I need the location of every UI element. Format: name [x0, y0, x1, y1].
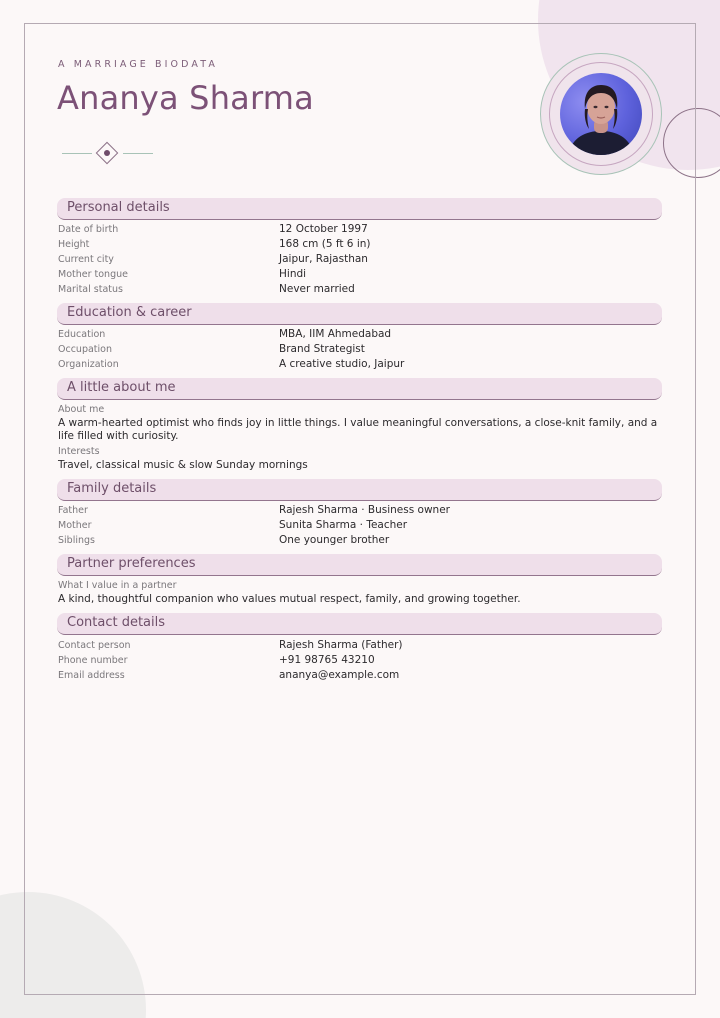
about-text: A warm-hearted optimist who finds joy in little things. I value meaningful conversations, a close-knit family, and a life filled with curiosity. [58, 417, 658, 442]
detail-value: A creative studio, Jaipur [279, 358, 405, 370]
detail-label: Organization [58, 359, 119, 370]
detail-row [58, 343, 668, 358]
detail-label: Father [58, 505, 88, 516]
detail-row [58, 669, 668, 684]
detail-label: Mother [58, 520, 92, 531]
detail-label: Email address [58, 670, 125, 681]
section-title: Family details [67, 481, 157, 496]
interests-label: Interests [58, 446, 100, 457]
detail-row [58, 238, 668, 253]
detail-label: Siblings [58, 535, 95, 546]
detail-value: Brand Strategist [279, 343, 365, 355]
detail-row [58, 358, 668, 373]
section-title: Partner preferences [67, 556, 196, 571]
detail-label: Phone number [58, 655, 128, 666]
section-header-personal [57, 198, 662, 220]
portrait-illustration [560, 73, 642, 155]
detail-label: Date of birth [58, 224, 119, 235]
detail-row [58, 283, 668, 298]
detail-row [58, 268, 668, 283]
about-label: About me [58, 404, 105, 415]
detail-label: Current city [58, 254, 114, 265]
detail-value: MBA, IIM Ahmedabad [279, 328, 392, 340]
detail-label: Mother tongue [58, 269, 128, 280]
detail-label: Education [58, 329, 106, 340]
detail-value: 12 October 1997 [279, 223, 368, 235]
section-header-contact [57, 613, 662, 635]
detail-row [58, 223, 668, 238]
detail-label: Occupation [58, 344, 112, 355]
detail-row [58, 504, 668, 519]
detail-value: Jaipur, Rajasthan [279, 253, 368, 265]
partner-text: A kind, thoughtful companion who values mutual respect, family, and growing together. [58, 593, 521, 605]
section-header-partner [57, 554, 662, 576]
section-header-education [57, 303, 662, 325]
section-title: Education & career [67, 305, 192, 320]
detail-value: Rajesh Sharma · Business owner [279, 504, 450, 516]
detail-label: Height [58, 239, 90, 250]
detail-row [58, 328, 668, 343]
section-title: Contact details [67, 615, 166, 630]
detail-row [58, 253, 668, 268]
detail-value: One younger brother [279, 534, 390, 546]
detail-value: 168 cm (5 ft 6 in) [279, 238, 371, 250]
email-value[interactable]: ananya@example.com [279, 669, 400, 681]
divider-line-right [123, 153, 153, 154]
section-title: Personal details [67, 200, 170, 215]
document-eyebrow: A MARRIAGE BIODATA [58, 59, 219, 70]
candidate-name: Ananya Sharma [57, 79, 314, 117]
profile-photo [560, 73, 642, 155]
dot-icon [104, 150, 110, 156]
ornamental-divider [62, 141, 154, 167]
profile-photo-frame [540, 53, 662, 175]
detail-value: +91 98765 43210 [279, 654, 375, 666]
detail-row [58, 639, 668, 654]
detail-row [58, 519, 668, 534]
partner-label: What I value in a partner [58, 580, 177, 591]
detail-value: Sunita Sharma · Teacher [279, 519, 408, 531]
interests-text: Travel, classical music & slow Sunday mornings [58, 459, 308, 471]
detail-value: Rajesh Sharma (Father) [279, 639, 403, 651]
detail-value: Never married [279, 283, 355, 295]
detail-row [58, 654, 668, 669]
section-header-family [57, 479, 662, 501]
detail-value: Hindi [279, 268, 307, 280]
section-header-about [57, 378, 662, 400]
detail-label: Contact person [58, 640, 131, 651]
detail-row [58, 534, 668, 549]
divider-line-left [62, 153, 92, 154]
section-title: A little about me [67, 380, 176, 395]
detail-label: Marital status [58, 284, 123, 295]
